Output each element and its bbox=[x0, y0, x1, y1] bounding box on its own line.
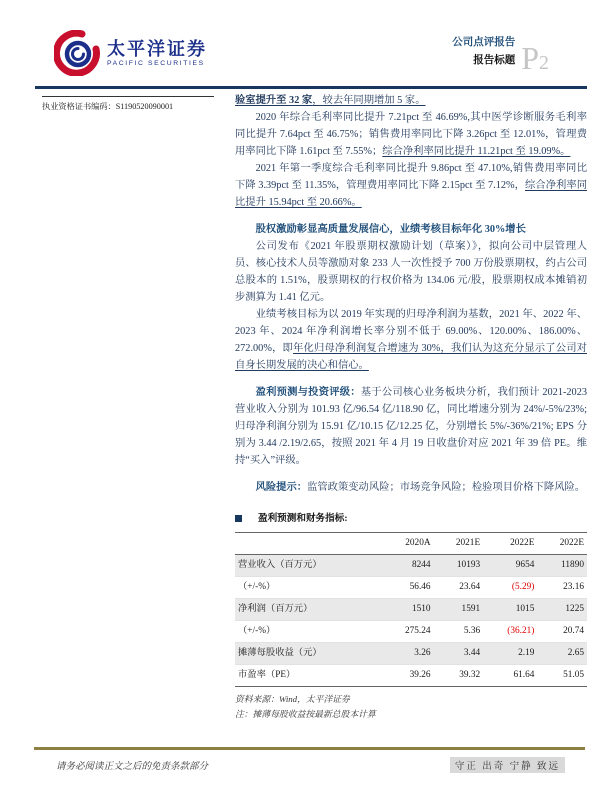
table-row: （+/-%） 275.24 5.36 (36.21) 20.74 bbox=[235, 621, 587, 643]
table-source: 资料来源：Wind，太平洋证券 bbox=[235, 694, 350, 704]
report-title-label: 报告标题 bbox=[473, 55, 516, 66]
analyst-license: 执业资格证书编码：S1190520090001 bbox=[42, 96, 214, 112]
logo-en-text: PACIFIC SECURITIES bbox=[107, 60, 205, 67]
table-row: 净利润（百万元） 1510 1591 1015 1225 bbox=[235, 599, 587, 621]
section-heading-incentive: 股权激励彰显高质量发展信心，业绩考核目标年化 30%增长 bbox=[255, 224, 526, 235]
table-note: 注：摊薄每股收益按最新总股本计算 bbox=[235, 709, 376, 719]
paragraph-2021q1-margin bbox=[235, 160, 587, 211]
table-row: 市盈率（PE） 39.26 39.32 61.64 51.05 bbox=[235, 665, 587, 687]
page-number-letter: P bbox=[521, 40, 539, 76]
financial-table bbox=[235, 532, 587, 687]
margin-2020-text: 2020 年综合毛利率同比提升 7.21pct 至 46.69%,其中医学诊断服务毛利率同比提升 7.64pct 至 46.75%；销售费用率同比下降 3.26pct 至 12.01%，管理费用率同比下降 1.61pct 至 7.55%； bbox=[235, 112, 587, 157]
page-number-digit: 2 bbox=[539, 52, 549, 74]
table-title: 盈利预测和财务指标: bbox=[258, 513, 348, 524]
page-number bbox=[521, 42, 549, 74]
table-header-cell: 2022E bbox=[483, 533, 537, 555]
target-underline: 年化归母净利润复合增速为 30%，我们认为这充分显示了公司对自身长期发展的决心和信心。 bbox=[235, 343, 587, 371]
table-header-cell: 2021E bbox=[434, 533, 484, 555]
table-title-row bbox=[235, 510, 587, 527]
report-body bbox=[235, 92, 587, 721]
labs-rest-text: ，较去年同期增加 5 家。 bbox=[312, 95, 426, 106]
header-right bbox=[452, 34, 549, 74]
paragraph-performance-target bbox=[235, 306, 587, 374]
table-row: （+/-%） 56.46 23.64 (5.29) 23.16 bbox=[235, 577, 587, 599]
paragraph-labs bbox=[235, 92, 587, 109]
header-titles bbox=[452, 34, 515, 74]
header-divider bbox=[35, 86, 587, 89]
target-text: 业绩考核目标为以 2019 年实现的归母净利润为基数，2021 年、2022 年、2023 年、2024 年净利润增长率分别不低于 69.00%、120.00%、186.00%、272.00%，即 bbox=[235, 309, 587, 354]
paragraph-risk bbox=[235, 479, 587, 496]
report-type-label: 公司点评报告 bbox=[452, 37, 516, 48]
labs-bold-text: 验室提升至 32 家 bbox=[235, 95, 313, 106]
table-header-row bbox=[235, 533, 587, 555]
logo-text bbox=[107, 39, 207, 67]
margin-2021q1-underline: 综合净利率同比提升 15.94pct 至 20.66%。 bbox=[235, 180, 588, 208]
forecast-rating-text: 基于公司核心业务板块分析，我们预计 2021-2023 营业收入分别为 101.93 亿/96.54 亿/118.90 亿，同比增速分别为 24%/-5%/23%;归母净利润分别为 15.91 亿/10.15 亿/12.25 亿，分别增长 5%/-36%/21%; EPS 分别为 3.44 /2.19/2.65，按照 2021 年 4 月 19 日收盘价对应 2021 年 39 倍 PE。维持“买入”评级。 bbox=[235, 387, 587, 466]
table-row: 营业收入（百万元） 8244 10193 9654 11890 bbox=[235, 555, 587, 577]
forecast-rating-label: 盈利预测与投资评级： bbox=[255, 387, 361, 398]
table-header-cell bbox=[235, 533, 382, 555]
pacific-securities-logo-icon bbox=[54, 30, 100, 76]
square-bullet-icon bbox=[235, 515, 242, 522]
table-header-cell: 2020A bbox=[382, 533, 434, 555]
footer-disclaimer: 请务必阅读正文之后的免责条款部分 bbox=[56, 762, 209, 772]
logo-cn-text: 太平洋证券 bbox=[107, 39, 207, 59]
paragraph-2020-margin bbox=[235, 109, 587, 160]
footer-slogan: 守正 出奇 宁静 致远 bbox=[450, 757, 565, 773]
table-header-cell: 2022E bbox=[537, 533, 587, 555]
footer-divider bbox=[34, 747, 585, 750]
table-row: 摊薄每股收益（元） 3.26 3.44 2.19 2.65 bbox=[235, 643, 587, 665]
risk-text: 监管政策变动风险；市场竞争风险；检验项目价格下降风险。 bbox=[307, 482, 586, 493]
margin-2020-underline: 综合净利率同比提升 11.21pct 至 19.09%。 bbox=[382, 146, 571, 157]
paragraph-incentive-plan: 公司发布《2021 年股票期权激励计划（草案）》，拟向公司中层管理人员、核心技术人员等激励对象 233 人一次性授予 700 万份股票期权，约占公司总股本的 1.51%，股票期权的行权价格为 134.06 元/股，股票期权成本摊销初步测算为 1.41 亿元。 bbox=[235, 241, 587, 303]
financial-table-section bbox=[235, 510, 587, 721]
risk-label: 风险提示： bbox=[255, 482, 308, 493]
pacific-securities-logo bbox=[54, 30, 207, 76]
paragraph-forecast-rating bbox=[235, 384, 587, 469]
margin-2021q1-text: 2021 年第一季度综合毛利率同比提升 9.86pct 至 47.10%,销售费用率同比下降 3.39pct 至 11.35%，管理费用率同比下降 2.15pct 至 7.12%， bbox=[235, 163, 587, 191]
